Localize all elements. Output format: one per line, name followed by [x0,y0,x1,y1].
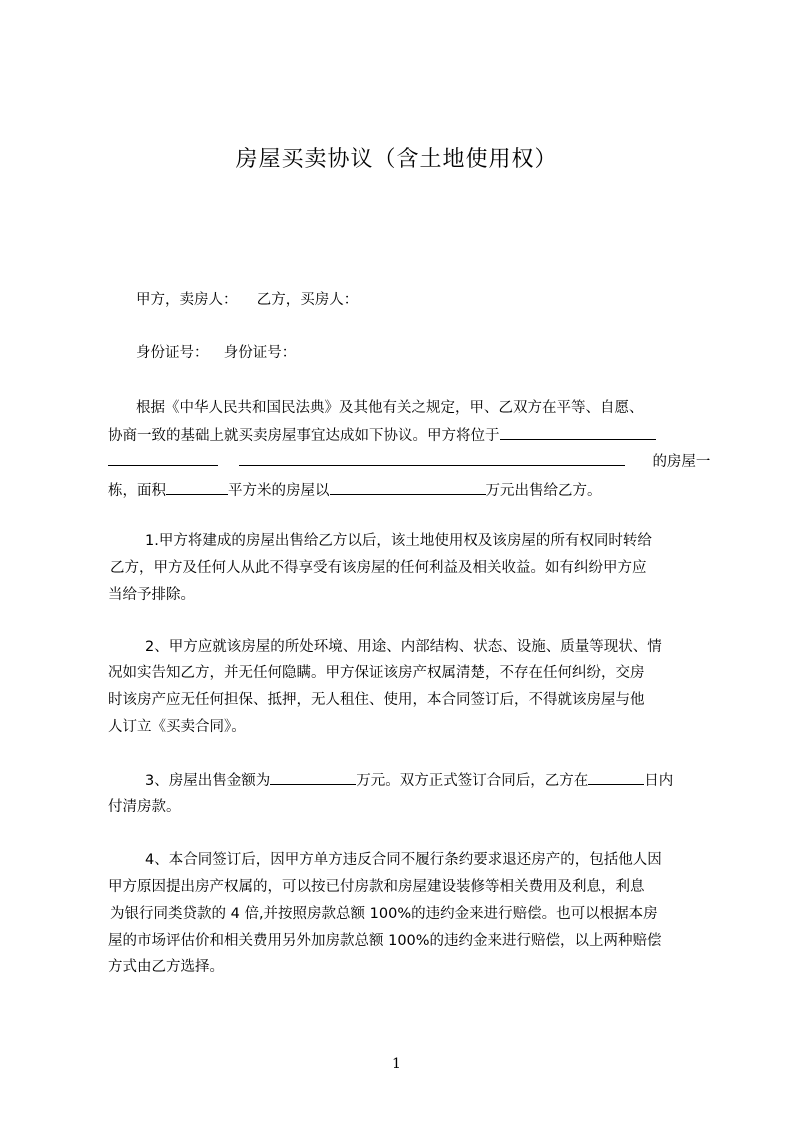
parties-line [136,290,736,310]
intro-line-3-suffix: 的房屋一 [652,454,711,470]
buyer-id-label: 身份证号： [223,345,297,361]
seller-label: 甲方，卖房人： [136,292,238,308]
intro-price-suffix: 万元出售给乙方。 [485,483,602,499]
id-line [136,343,736,363]
intro-line-4 [108,480,708,501]
clause3-line-2: 付清房款。 [108,799,181,815]
clause3-line-1 [145,770,745,791]
intro-line-1: 根据《中华人民共和国民法典》及其他有关之规定，甲、乙双方在平等、自愿、 [136,400,644,416]
clause1-line-1: 1.甲方将建成的房屋出售给乙方以后，该土地使用权及该房屋的所有权同时转给 [145,533,652,549]
document-title: 房屋买卖协议（含土地使用权） [235,147,558,172]
clause1-line-3: 当给予排除。 [108,587,195,603]
seller-id-label: 身份证号： [136,345,209,361]
clause4-line-5: 方式由乙方选择。 [108,959,224,975]
page-number: 1 [392,1056,401,1072]
clause3-amount-label: 3、房屋出售金额为 [145,773,271,789]
intro-line-2-text: 协商一致的基础上就买卖房屋事宜达成如下协议。甲方将位于 [108,428,500,444]
intro-line-3 [108,451,711,472]
location-blank-2 [108,451,218,466]
clause4-line-3: 为银行同类贷款的 4 倍,并按照房款总额 100%的违约金来进行赔偿。也可以根据本房 [110,906,658,922]
clause2-line-2: 况如实告知乙方，并无任何隐瞒。甲方保证该房产权属清楚，不存在任何纠纷，交房 [108,665,645,681]
location-blank-1 [500,425,656,440]
clause2-line-3: 时该房产应无任何担保、抵押，无人租住、使用，本合同签订后，不得就该房屋与他 [108,692,645,708]
clause4-line-1: 4、本合同签订后，因甲方单方违反合同不履行条约要求退还房产的，包括他人因 [145,852,662,868]
intro-line-2 [108,425,708,446]
price-blank [330,480,486,495]
area-blank [166,480,228,495]
intro-price-label: 平方米的房屋以 [228,483,330,499]
clause2-line-1: 2、甲方应就该房屋的所处环境、用途、内部结构、状态、设施、质量等现状、情 [145,639,662,655]
days-blank [588,770,644,785]
buyer-label: 乙方，买房人： [256,292,359,308]
clause4-line-4: 屋的市场评估价和相关费用另外加房款总额 100%的违约金来进行赔偿，以上两种赔偿 [108,933,662,949]
location-blank-3 [239,451,625,466]
clause4-line-2: 甲方原因提出房产权属的，可以按已付房款和房屋建设装修等相关费用及利息，利息 [108,879,645,895]
amount-blank [270,770,356,785]
intro-area-label: 栋，面积 [108,483,166,499]
clause1-line-2: 乙方，甲方及任何人从此不得享受有该房屋的任何利益及相关收益。如有纠纷甲方应 [110,560,647,576]
clause2-line-4: 人订立《买卖合同》。 [108,719,246,735]
clause3-days-label: 万元。双方正式签订合同后，乙方在 [356,773,589,789]
clause3-days-suffix: 日内 [644,773,674,789]
